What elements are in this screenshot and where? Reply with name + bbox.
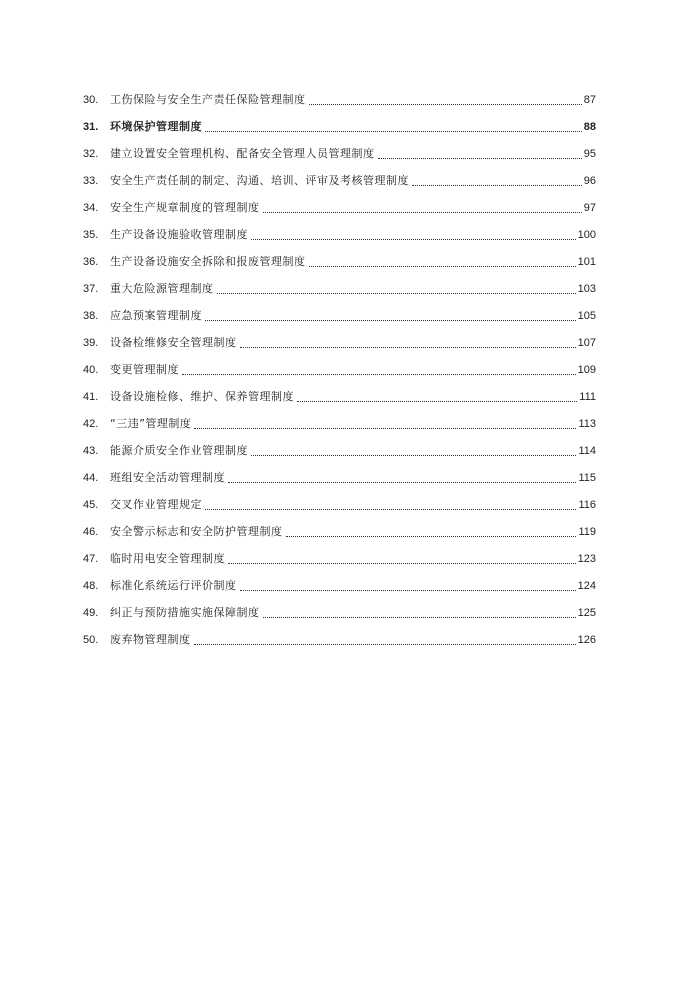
toc-entry-page: 95 [583, 147, 596, 160]
toc-entry-title: 工伤保险与安全生产责任保险管理制度 [110, 92, 306, 106]
toc-dot-leader [251, 454, 576, 456]
toc-entry[interactable] [83, 140, 596, 167]
toc-entry-title: 安全生产责任制的制定、沟通、培训、评审及考核管理制度 [110, 173, 409, 187]
toc-entry-title: 建立设置安全管理机构、配备安全管理人员管理制度 [110, 146, 375, 160]
toc-entry-page: 88 [583, 120, 596, 133]
toc-entry[interactable] [83, 329, 596, 356]
toc-entry-page: 126 [577, 633, 596, 646]
toc-entry[interactable] [83, 599, 596, 626]
toc-entry[interactable] [83, 545, 596, 572]
toc-entry-title: 临时用电安全管理制度 [110, 551, 225, 565]
toc-entry-title: 设备检维修安全管理制度 [110, 335, 237, 349]
toc-entry-title: 安全生产规章制度的管理制度 [110, 200, 260, 214]
toc-entry-page: 113 [578, 417, 596, 430]
toc-dot-leader [240, 589, 576, 591]
toc-entry-title: 应急预案管理制度 [110, 308, 202, 322]
toc-entry[interactable] [83, 86, 596, 113]
toc-entry-number: 38. [83, 309, 99, 322]
toc-entry[interactable] [83, 167, 596, 194]
toc-dot-leader [378, 157, 582, 159]
toc-entry-number: 34. [83, 201, 99, 214]
toc-dot-leader [194, 427, 576, 429]
toc-entry-number: 47. [83, 552, 99, 565]
toc-entry[interactable] [83, 410, 596, 437]
toc-entry-title: 重大危险源管理制度 [110, 281, 214, 295]
toc-dot-leader [412, 184, 582, 186]
toc-dot-leader [309, 103, 582, 105]
toc-dot-leader [286, 535, 577, 537]
toc-entry-page: 87 [583, 93, 596, 106]
toc-dot-leader [297, 400, 577, 402]
toc-dot-leader [194, 643, 576, 645]
toc-entry-number: 41. [83, 390, 99, 403]
toc-entry-title: 能源介质安全作业管理制度 [110, 443, 248, 457]
toc-entry-page: 119 [578, 525, 596, 538]
toc-entry-page: 114 [578, 444, 596, 457]
toc-entry[interactable] [83, 248, 596, 275]
toc-entry[interactable] [83, 221, 596, 248]
toc-entry-number: 37. [83, 282, 99, 295]
toc-entry-page: 103 [577, 282, 596, 295]
toc-dot-leader [182, 373, 576, 375]
toc-entry[interactable] [83, 464, 596, 491]
toc-entry-page: 123 [577, 552, 596, 565]
toc-entry-number: 44. [83, 471, 99, 484]
toc-entry-number: 30. [83, 93, 99, 106]
toc-dot-leader [228, 481, 576, 483]
toc-entry-number: 49. [83, 606, 99, 619]
toc-entry-title: 交叉作业管理规定 [110, 497, 202, 511]
toc-entry-page: 107 [577, 336, 596, 349]
toc-entry-number: 32. [83, 147, 99, 160]
toc-entry[interactable] [83, 491, 596, 518]
toc-entry-title: “三违”管理制度 [110, 416, 192, 430]
toc-entry-number: 45. [83, 498, 99, 511]
toc-dot-leader [205, 508, 576, 510]
table-of-contents [83, 86, 596, 653]
toc-entry-number: 42. [83, 417, 99, 430]
toc-entry[interactable] [83, 275, 596, 302]
toc-dot-leader [217, 292, 576, 294]
toc-entry-number: 39. [83, 336, 99, 349]
toc-dot-leader [228, 562, 576, 564]
toc-entry-page: 116 [578, 498, 596, 511]
toc-entry[interactable] [83, 113, 596, 140]
toc-entry-number: 40. [83, 363, 99, 376]
toc-entry-page: 111 [579, 390, 596, 403]
toc-entry[interactable] [83, 518, 596, 545]
toc-entry-title: 设备设施检修、维护、保养管理制度 [110, 389, 294, 403]
toc-dot-leader [251, 238, 576, 240]
toc-entry-number: 50. [83, 633, 99, 646]
toc-entry-page: 125 [577, 606, 596, 619]
toc-entry[interactable] [83, 302, 596, 329]
toc-entry[interactable] [83, 356, 596, 383]
toc-dot-leader [205, 130, 582, 132]
toc-entry-number: 31. [83, 120, 99, 133]
toc-entry-page: 115 [578, 471, 596, 484]
toc-entry-number: 43. [83, 444, 99, 457]
toc-dot-leader [205, 319, 576, 321]
toc-entry-title: 安全警示标志和安全防护管理制度 [110, 524, 283, 538]
toc-entry-title: 废弃物管理制度 [110, 632, 191, 646]
toc-entry-page: 96 [583, 174, 596, 187]
toc-entry-title: 环境保护管理制度 [110, 119, 202, 133]
toc-entry-page: 124 [577, 579, 596, 592]
toc-entry-page: 97 [583, 201, 596, 214]
toc-entry[interactable] [83, 383, 596, 410]
toc-dot-leader [309, 265, 576, 267]
toc-dot-leader [263, 616, 576, 618]
toc-entry-page: 101 [577, 255, 596, 268]
toc-entry-number: 33. [83, 174, 99, 187]
toc-entry-title: 标准化系统运行评价制度 [110, 578, 237, 592]
toc-dot-leader [263, 211, 582, 213]
toc-entry-page: 105 [577, 309, 596, 322]
toc-entry-title: 纠正与预防措施实施保障制度 [110, 605, 260, 619]
toc-entry[interactable] [83, 194, 596, 221]
toc-entry-number: 35. [83, 228, 99, 241]
toc-entry-title: 变更管理制度 [110, 362, 179, 376]
toc-entry[interactable] [83, 572, 596, 599]
toc-entry-number: 48. [83, 579, 99, 592]
toc-dot-leader [240, 346, 576, 348]
toc-entry-number: 36. [83, 255, 99, 268]
toc-entry[interactable] [83, 626, 596, 653]
toc-entry-page: 109 [577, 363, 596, 376]
toc-entry-page: 100 [577, 228, 596, 241]
toc-entry-title: 生产设备设施验收管理制度 [110, 227, 248, 241]
toc-entry-title: 班组安全活动管理制度 [110, 470, 225, 484]
toc-entry-title: 生产设备设施安全拆除和报废管理制度 [110, 254, 306, 268]
toc-entry-number: 46. [83, 525, 99, 538]
toc-entry[interactable] [83, 437, 596, 464]
